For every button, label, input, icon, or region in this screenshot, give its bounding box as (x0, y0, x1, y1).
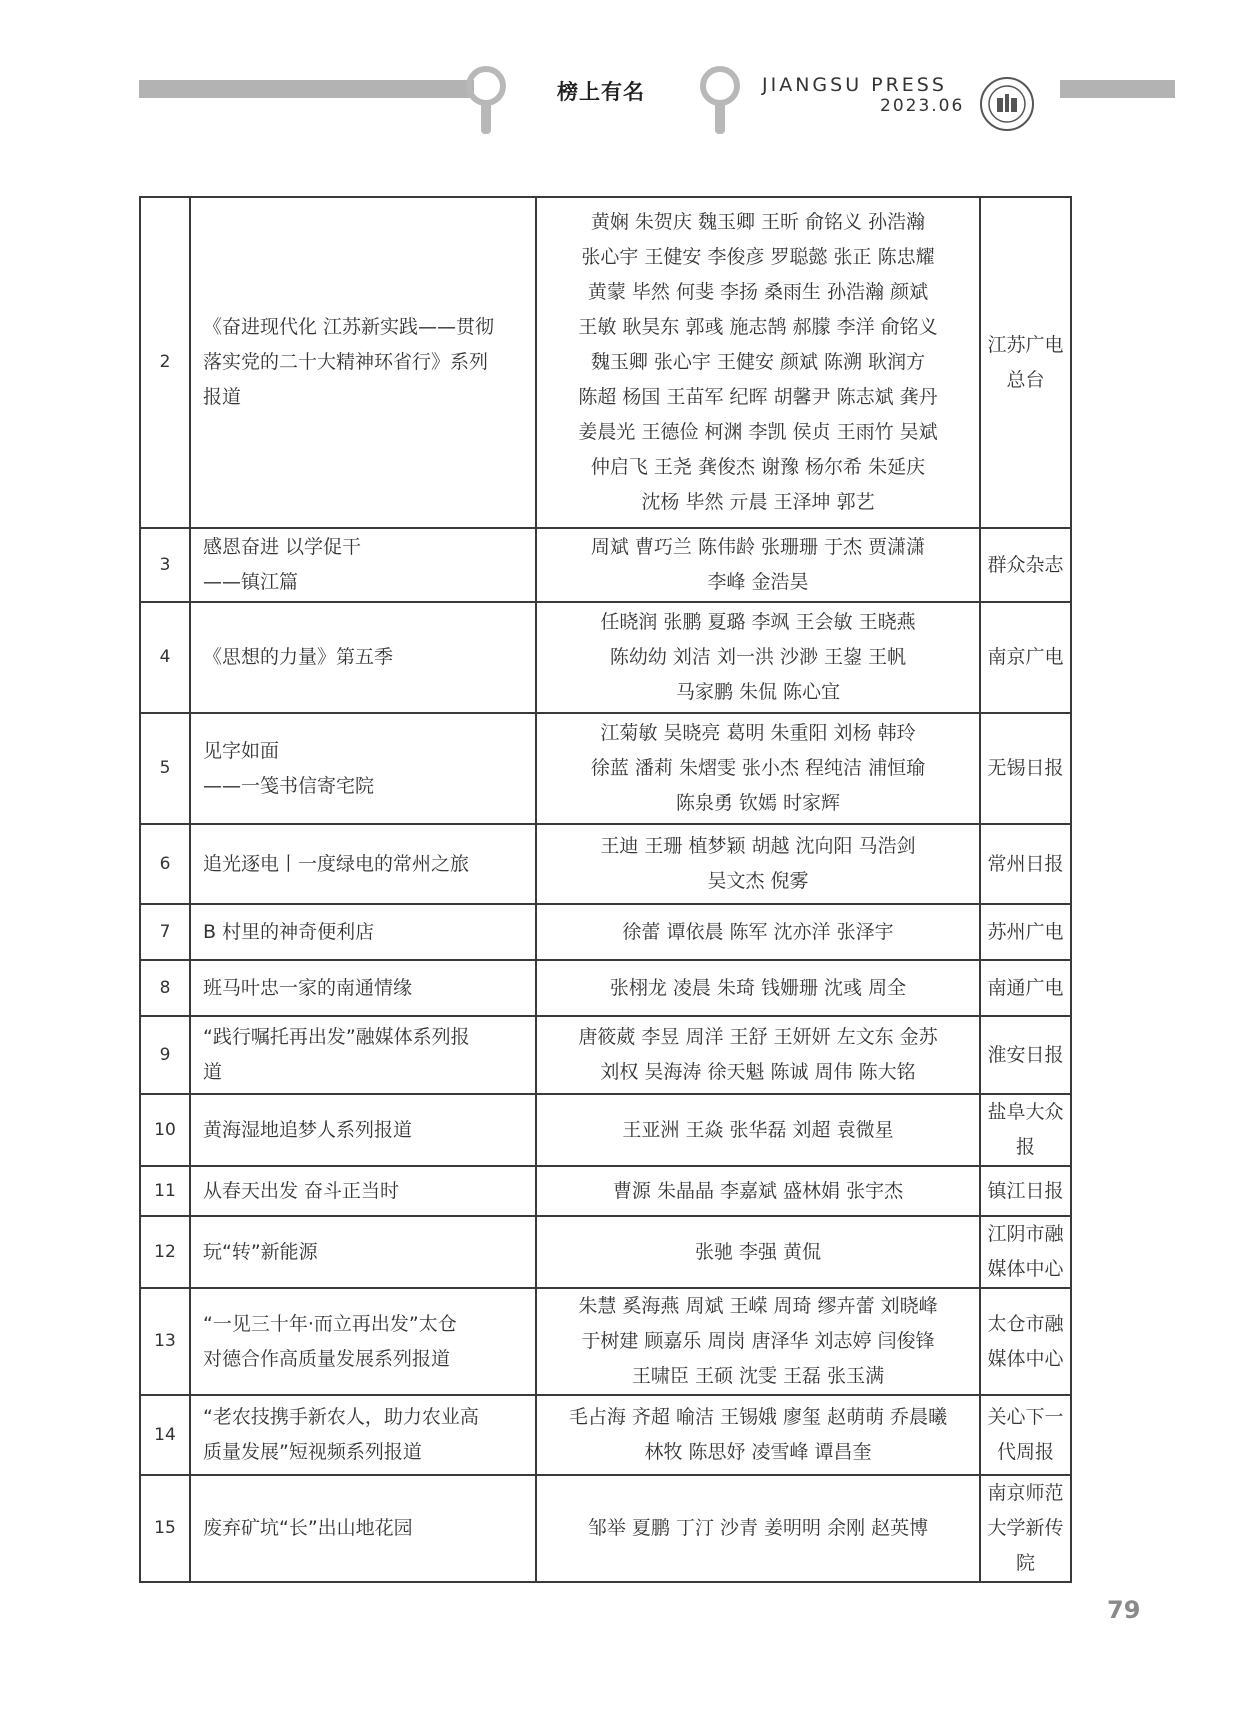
work-title (190, 713, 536, 824)
organization (980, 1216, 1071, 1288)
work-title-line: B 村里的神奇便利店 (203, 920, 375, 943)
work-title-line: 玩“转”新能源 (203, 1240, 318, 1263)
organization (980, 904, 1071, 960)
organization (980, 1288, 1071, 1395)
author-names-line: 林牧 陈思妤 凌雪峰 谭昌奎 (644, 1441, 872, 1463)
author-names-line: 曹源 朱晶晶 李嘉斌 盛林娟 张宇杰 (612, 1179, 904, 1202)
author-names (536, 1094, 980, 1166)
author-names (536, 713, 980, 824)
organization (980, 1166, 1071, 1216)
organization-line: 媒体中心 (987, 1258, 1064, 1280)
author-names-line: 陈超 杨国 王苗军 纪晖 胡馨尹 陈志斌 龚丹 (578, 386, 938, 408)
author-names (536, 824, 980, 904)
row-number: 5 (140, 713, 190, 824)
organization (980, 197, 1071, 528)
author-names (536, 1395, 980, 1475)
organization-line: 常州日报 (987, 852, 1064, 875)
author-names-line: 张驰 李强 黄侃 (694, 1240, 822, 1263)
row-number: 12 (140, 1216, 190, 1288)
organization-line: 群众杂志 (987, 553, 1064, 576)
work-title-line: 《思想的力量》第五季 (203, 646, 394, 668)
organization-line: 淮安日报 (987, 1043, 1064, 1066)
work-title (190, 1216, 536, 1288)
work-title (190, 824, 536, 904)
map-pin-icon (698, 66, 742, 136)
work-title-line: 黄海湿地追梦人系列报道 (203, 1118, 413, 1141)
work-title-line: 废弃矿坑“长”出山地花园 (203, 1517, 413, 1539)
row-number: 7 (140, 904, 190, 960)
row-number: 13 (140, 1288, 190, 1395)
row-number: 4 (140, 602, 190, 713)
author-names-line: 王迪 王珊 植梦颖 胡越 沈向阳 马浩剑 (600, 835, 916, 857)
organization-line: 南通广电 (987, 976, 1064, 999)
organization-line: 大学新传 (987, 1517, 1064, 1539)
table-row (140, 1288, 1071, 1395)
work-title-line: 落实党的二十大精神环省行》系列 (203, 351, 489, 373)
work-title-line: 从春天出发 奋斗正当时 (203, 1179, 400, 1202)
organization (980, 1395, 1071, 1475)
organization (980, 1094, 1071, 1166)
organization-line: 盐阜大众 (987, 1101, 1064, 1123)
organization-line: 太仓市融 (987, 1312, 1064, 1335)
organization-line: 南京广电 (987, 646, 1064, 668)
row-number: 15 (140, 1475, 190, 1582)
author-names (536, 197, 980, 528)
author-names-line: 徐蕾 谭依晨 陈军 沈亦洋 张泽宇 (622, 920, 894, 943)
author-names-line: 沈杨 毕然 亓晨 王泽坤 郭艺 (641, 491, 875, 513)
author-names (536, 1216, 980, 1288)
table-row (140, 960, 1071, 1016)
issue-date: 2023.06 (880, 96, 965, 116)
author-names (536, 528, 980, 602)
work-title-line: ——镇江篇 (203, 571, 299, 593)
organization-line: 镇江日报 (987, 1179, 1064, 1202)
table-row (140, 1094, 1071, 1166)
author-names-line: 姜晨光 王德俭 柯渊 李凯 侯贞 王雨竹 吴斌 (578, 421, 938, 443)
row-number: 2 (140, 197, 190, 528)
author-names-line: 邹举 夏鹏 丁汀 沙青 姜明明 余刚 赵英博 (587, 1517, 929, 1539)
organization (980, 1475, 1071, 1582)
author-names-line: 李峰 金浩昊 (707, 571, 809, 593)
work-title (190, 1475, 536, 1582)
author-names-line: 吴文杰 倪雾 (707, 870, 809, 892)
organization-line: 代周报 (996, 1441, 1054, 1463)
organization-line: 院 (1015, 1552, 1035, 1574)
work-title (190, 960, 536, 1016)
author-names (536, 1166, 980, 1216)
author-names-line: 周斌 曹巧兰 陈伟龄 张珊珊 于杰 贾潇潇 (590, 536, 926, 558)
author-names-line: 黄蒙 毕然 何斐 李扬 桑雨生 孙浩瀚 颜斌 (587, 281, 929, 303)
work-title (190, 1395, 536, 1475)
organization (980, 602, 1071, 713)
work-title-line: 见字如面 (203, 739, 280, 762)
author-names-line: 唐筱葳 李昱 周洋 王舒 王妍妍 左文东 金苏 (578, 1026, 938, 1048)
organization-line: 无锡日报 (987, 757, 1064, 779)
author-names-line: 魏玉卿 张心宇 王健安 颜斌 陈溯 耿润方 (590, 351, 926, 373)
map-pin-icon (464, 66, 508, 136)
table-row (140, 1216, 1071, 1288)
organization-line: 南京师范 (987, 1482, 1064, 1504)
organization (980, 713, 1071, 824)
organization (980, 1016, 1071, 1094)
work-title (190, 1016, 536, 1094)
author-names (536, 1288, 980, 1395)
work-title (190, 1288, 536, 1395)
row-number: 10 (140, 1094, 190, 1166)
page-number: 79 (1107, 1596, 1141, 1624)
organization-line: 苏州广电 (987, 920, 1064, 943)
award-list-table (139, 196, 1072, 1583)
work-title (190, 1094, 536, 1166)
work-title-line: 班马叶忠一家的南通情缘 (203, 976, 413, 999)
author-names-line: 徐蓝 潘莉 朱熠雯 张小杰 程纯洁 浦恒瑜 (590, 757, 926, 779)
header-bar-right (1060, 80, 1175, 98)
table-row (140, 1395, 1071, 1475)
table-row (140, 602, 1071, 713)
table-row (140, 1016, 1071, 1094)
organization (980, 528, 1071, 602)
author-names (536, 960, 980, 1016)
table-row (140, 713, 1071, 824)
author-names-line: 王啸臣 王硕 沈雯 王磊 张玉满 (631, 1365, 885, 1387)
row-number: 9 (140, 1016, 190, 1094)
table-row (140, 528, 1071, 602)
organization (980, 824, 1071, 904)
author-names (536, 1016, 980, 1094)
table-row (140, 904, 1071, 960)
author-names-line: 朱慧 奚海燕 周斌 王嵘 周琦 缪卉蕾 刘晓峰 (578, 1295, 938, 1317)
organization-line: 江阴市融 (987, 1223, 1064, 1245)
work-title (190, 528, 536, 602)
author-names-line: 毛占海 齐超 喻洁 王锡娥 廖玺 赵萌萌 乔晨曦 (568, 1406, 948, 1428)
work-title-line: 追光逐电丨一度绿电的常州之旅 (203, 852, 470, 875)
author-names (536, 602, 980, 713)
table-row (140, 1475, 1071, 1582)
organization (980, 960, 1071, 1016)
row-number: 8 (140, 960, 190, 1016)
work-title-line: 报道 (203, 386, 242, 408)
table-row (140, 1166, 1071, 1216)
work-title-line: 对德合作高质量发展系列报道 (203, 1347, 451, 1370)
work-title (190, 197, 536, 528)
work-title-line: 质量发展”短视频系列报道 (203, 1441, 422, 1463)
section-title: 榜上有名 (557, 80, 645, 104)
organization-line: 媒体中心 (987, 1347, 1064, 1370)
work-title (190, 904, 536, 960)
work-title (190, 1166, 536, 1216)
author-names-line: 陈泉勇 钦嫣 时家辉 (675, 792, 841, 814)
row-number: 14 (140, 1395, 190, 1475)
organization-line: 关心下一 (987, 1406, 1064, 1428)
author-names-line: 于树建 顾嘉乐 周岗 唐泽华 刘志婷 闫俊锋 (581, 1330, 935, 1352)
work-title-line: “老农技携手新农人，助力农业高 (203, 1406, 479, 1428)
row-number: 3 (140, 528, 190, 602)
publication-name: JIANGSU PRESS (762, 74, 947, 96)
work-title-line: 感恩奋进 以学促干 (203, 536, 362, 558)
author-names-line: 仲启飞 王尧 龚俊杰 谢豫 杨尔希 朱延庆 (590, 456, 926, 478)
author-names-line: 王敏 耿昊东 郭彧 施志鹄 郝朦 李洋 俞铭义 (578, 316, 938, 338)
jiangsu-press-emblem-icon (979, 76, 1035, 132)
author-names-line: 马家鹏 朱侃 陈心宜 (675, 681, 841, 703)
author-names-line: 张栩龙 凌晨 朱琦 钱姗珊 沈彧 周全 (609, 976, 907, 999)
organization-line: 总台 (1006, 368, 1045, 391)
author-names-line: 任晓润 张鹏 夏璐 李飒 王会敏 王晓燕 (600, 611, 916, 633)
header-bar-left (139, 80, 474, 98)
author-names-line: 王亚洲 王焱 张华磊 刘超 袁微星 (622, 1118, 894, 1141)
author-names-line: 陈幼幼 刘洁 刘一洪 沙渺 王鋆 王帆 (609, 646, 907, 668)
author-names-line: 黄娴 朱贺庆 魏玉卿 王昕 俞铭义 孙浩瀚 (590, 211, 926, 233)
table-row (140, 197, 1071, 528)
organization-line: 江苏广电 (987, 333, 1064, 356)
work-title (190, 602, 536, 713)
work-title-line: ——一笺书信寄宅院 (203, 774, 375, 797)
work-title-line: 《奋进现代化 江苏新实践——贯彻 (203, 316, 495, 338)
row-number: 11 (140, 1166, 190, 1216)
author-names-line: 江菊敏 吴晓亮 葛明 朱重阳 刘杨 韩玲 (600, 722, 916, 744)
organization-line: 报 (1015, 1136, 1035, 1158)
table-row (140, 824, 1071, 904)
work-title-line: 道 (203, 1061, 223, 1083)
author-names (536, 904, 980, 960)
author-names (536, 1475, 980, 1582)
author-names-line: 刘权 吴海涛 徐天魁 陈诚 周伟 陈大铭 (600, 1061, 916, 1083)
author-names-line: 张心宇 王健安 李俊彦 罗聪懿 张正 陈忠耀 (581, 246, 935, 268)
work-title-line: “一见三十年·而立再出发”太仓 (203, 1312, 457, 1335)
row-number: 6 (140, 824, 190, 904)
work-title-line: “践行嘱托再出发”融媒体系列报 (203, 1026, 470, 1048)
